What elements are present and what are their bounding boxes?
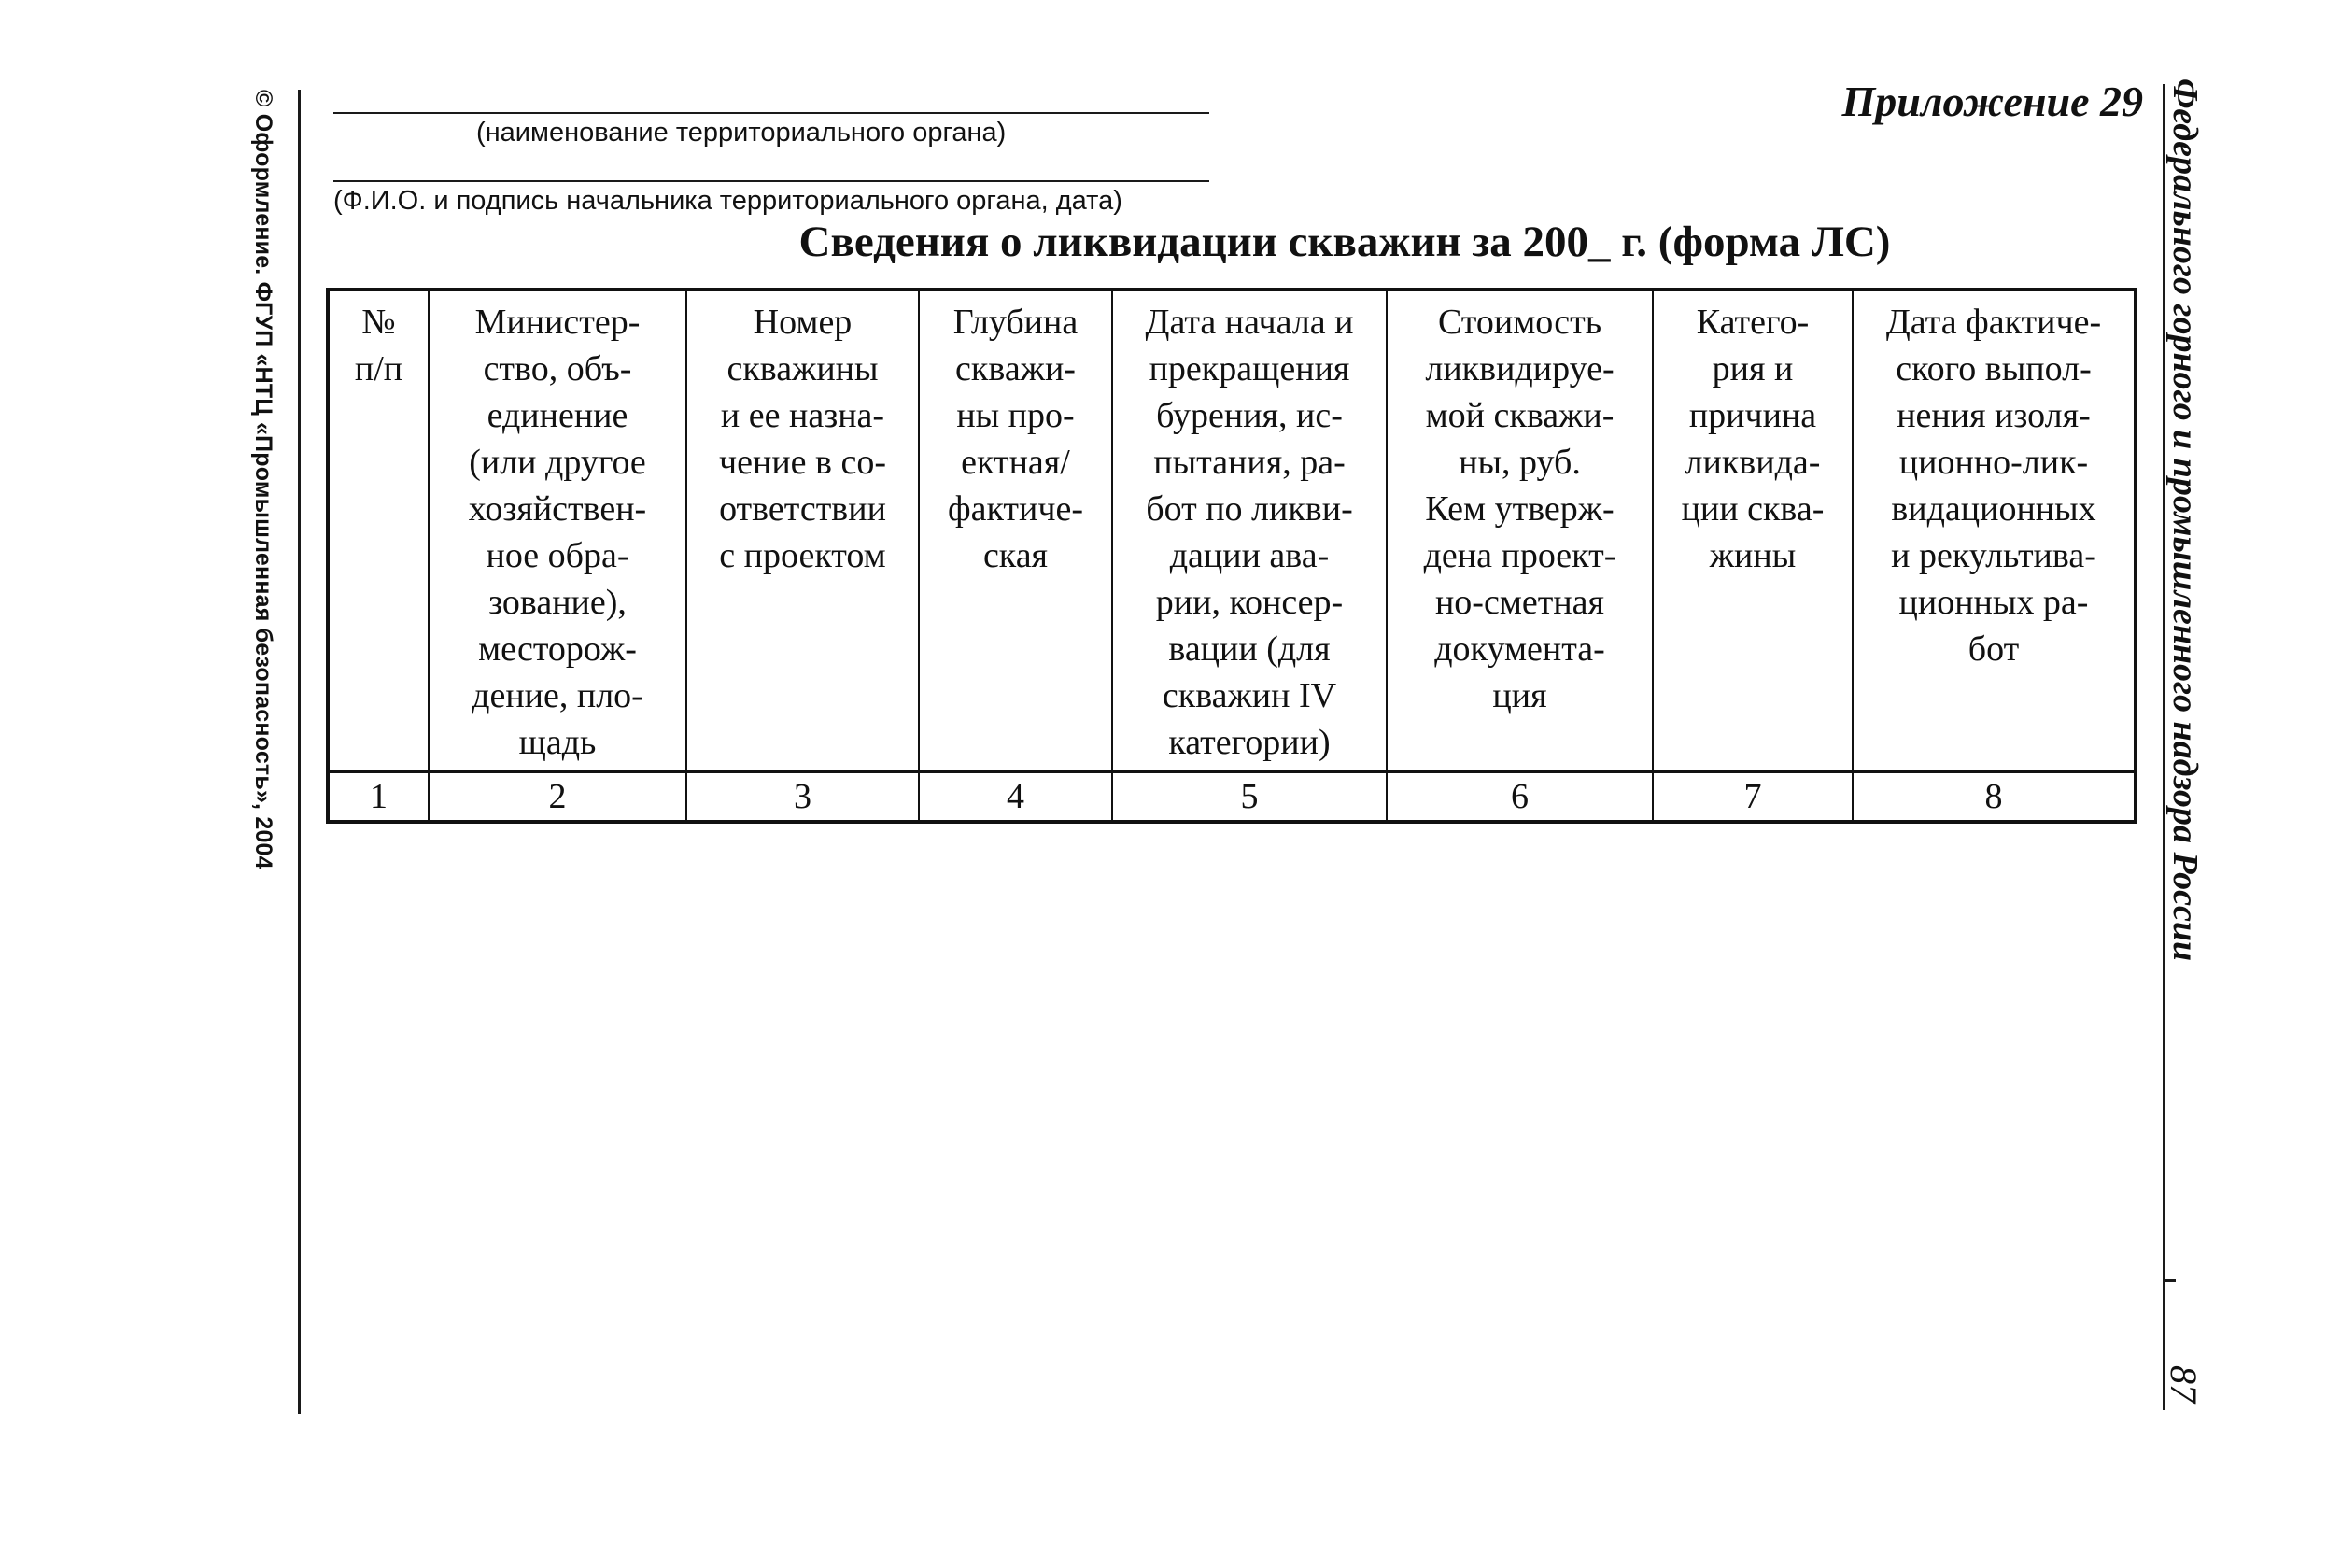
column-header bbox=[686, 290, 919, 772]
column-header bbox=[1853, 290, 2136, 772]
column-header-label: Катего- рия и причина ликвида- ции сква- жины bbox=[1681, 303, 1825, 575]
column-number: 7 bbox=[1653, 772, 1853, 823]
page-number: 87 bbox=[2163, 1365, 2205, 1403]
column-number: 2 bbox=[429, 772, 686, 823]
column-number: 3 bbox=[686, 772, 919, 823]
column-number: 5 bbox=[1112, 772, 1387, 823]
column-header-label: Глубина скважи- ны про- ектная/ фактиче- ская bbox=[947, 303, 1084, 575]
column-header bbox=[1387, 290, 1653, 772]
well-liquidation-table bbox=[326, 288, 2137, 824]
column-header-label: Дата начала и прекращения бурения, ис- пытания, ра- бот по ликви- дации ава- рии, консер- вации (для скважин IV категории) bbox=[1145, 303, 1354, 762]
column-header bbox=[429, 290, 686, 772]
column-number: 6 bbox=[1387, 772, 1653, 823]
appendix-label: Приложение 29 bbox=[1841, 78, 2143, 125]
table-header-row bbox=[328, 290, 2136, 772]
column-header bbox=[919, 290, 1112, 772]
form-title: Сведения о ликвидации скважин за 200_ г. (форма ЛС) bbox=[798, 218, 1891, 266]
column-header bbox=[1653, 290, 1853, 772]
head-signature-line bbox=[333, 180, 1209, 182]
column-number: 1 bbox=[328, 772, 429, 823]
column-header bbox=[328, 290, 429, 772]
territorial-body-line bbox=[333, 112, 1209, 114]
column-number: 8 bbox=[1853, 772, 2136, 823]
column-header-label: Стоимость ликвидируе- мой скважи- ны, руб. Кем утверж- дена проект- но-сметная документа- ция bbox=[1423, 303, 1616, 715]
column-number: 4 bbox=[919, 772, 1112, 823]
running-title: Федерального горного и промышленного надзора России bbox=[2165, 78, 2205, 962]
head-signature-caption: (Ф.И.О. и подпись начальника территориального органа, дата) bbox=[333, 186, 1122, 216]
right-margin-tick bbox=[2163, 1279, 2176, 1282]
column-header-label: Министер- ство, объ- единение (или другое хозяйствен- ное обра- зование), месторож- дение, пло- щадь bbox=[468, 303, 647, 762]
column-header-label: № п/п bbox=[354, 303, 403, 388]
left-margin-rule bbox=[298, 90, 301, 1414]
copyright-note: © Оформление. ФГУП «НТЦ «Промышленная безопасность», 2004 bbox=[250, 90, 276, 869]
column-number-row bbox=[328, 772, 2136, 823]
column-header bbox=[1112, 290, 1387, 772]
column-header-label: Номер скважины и ее назна- чение в со- ответствии с проектом bbox=[719, 303, 886, 575]
column-header-label: Дата фактиче- ского выпол- нения изоля- ционно-лик- видационных и рекультива- ционных ра- бот bbox=[1885, 303, 2102, 669]
territorial-body-caption: (наименование территориального органа) bbox=[476, 118, 1007, 148]
